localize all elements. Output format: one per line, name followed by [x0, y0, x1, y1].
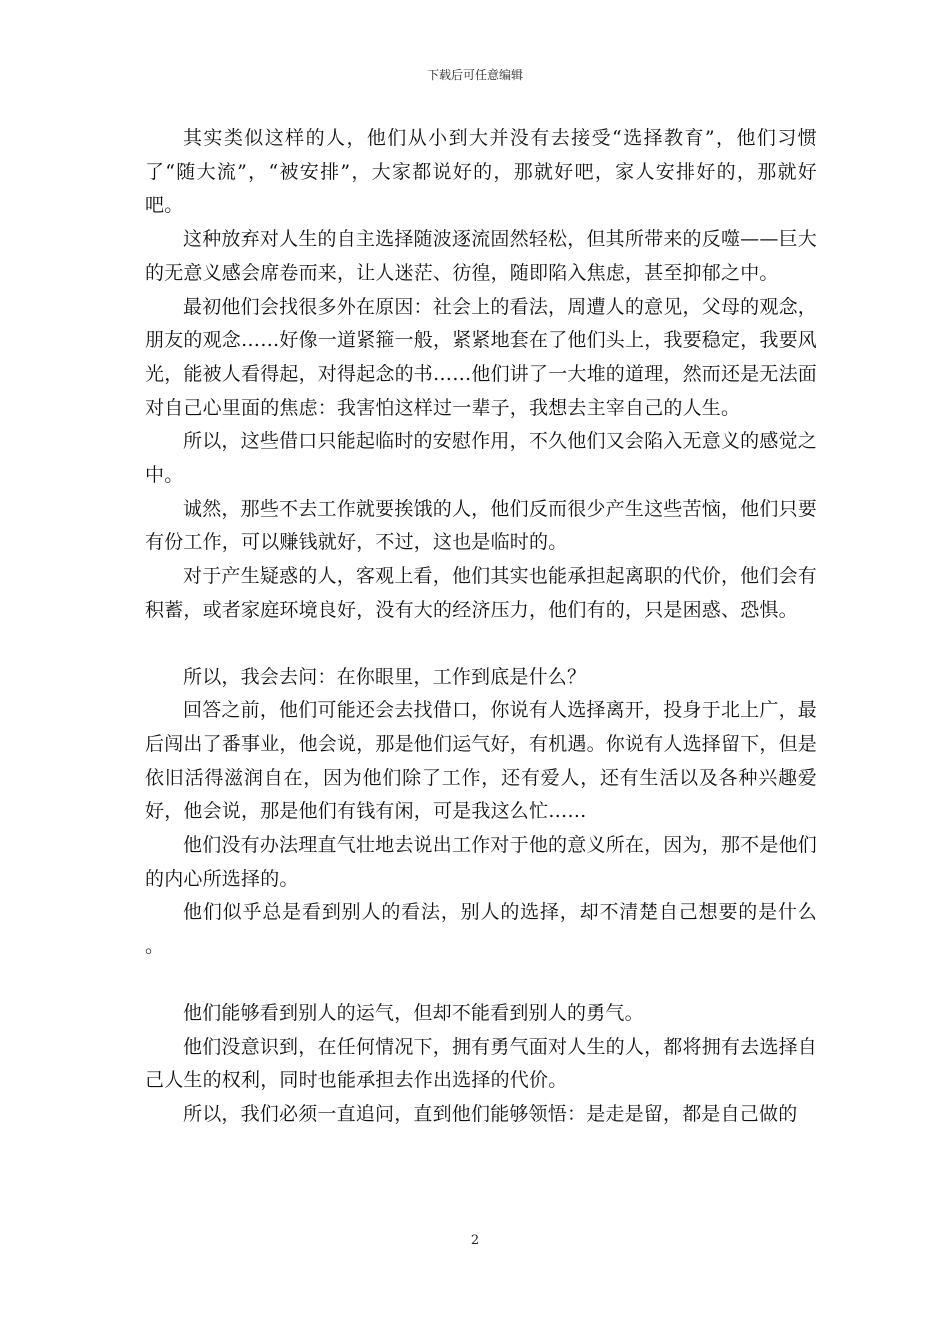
paragraph: 最初他们会找很多外在原因：社会上的看法，周遭人的意见，父母的观念，朋友的观念……好像一道紧箍一般，紧紧地套在了他们头上，我要稳定，我要风光，能被人看得起，对得起念的书……他们讲了一大堆的道理，然而还是无法面对自己心里面的焦虑：我害怕这样过一辈子，我想去主宰自己的人生。 [145, 295, 818, 419]
paragraph: 对于产生疑惑的人，客观上看，他们其实也能承担起离职的代价，他们会有积蓄，或者家庭环境良好，没有大的经济压力，他们有的，只是困惑、恐惧。 [145, 565, 817, 621]
paragraph: 诚然，那些不去工作就要挨饿的人，他们反而很少产生这些苦恼，他们只要有份工作，可以赚钱就好，不过，这也是临时的。 [145, 497, 817, 554]
paragraph: 所以，我们必须一直追问，直到他们能够领悟：是走是留，都是自己做的 [183, 1102, 798, 1125]
paragraph: 回答之前，他们可能还会去找借口，你说有人选择离开，投身于北上广，最后闯出了番事业，他会说，那是他们运气好，有机遇。你说有人选择留下，但是依旧活得滋润自在，因为他们除了工作，还有爱人，还有生活以及各种兴趣爱好，他会说，那是他们有钱有闲，可是我这么忙…… [145, 699, 818, 823]
paragraph: 这种放弃对人生的自主选择随波逐流固然轻松，但其所带来的反噬——巨大的无意义感会席卷而来，让人迷茫、彷徨，随即陷入焦虑，甚至抑郁之中。 [145, 228, 817, 284]
paragraph: 所以，我会去问：在你眼里，工作到底是什么？ [183, 665, 587, 688]
paragraph-spacer [145, 628, 817, 661]
page-header: 下载后可任意编辑 [426, 68, 523, 82]
paragraph: 所以，这些借口只能起临时的安慰作用，不久他们又会陷入无意义的感觉之中。 [145, 430, 817, 487]
paragraph: 其实类似这样的人，他们从小到大并没有去接受“选择教育”，他们习惯了“随大流”，“被安排”，大家都说好的，那就好吧，家人安排好的，那就好吧。 [145, 127, 817, 217]
paragraph: 他们没意识到，在任何情况下，拥有勇气面对人生的人，都将拥有去选择自己人生的权利，同时也能承担去作出选择的代价。 [145, 1035, 817, 1092]
paragraph: 他们似乎总是看到别人的看法，别人的选择，却不清楚自己想要的是什么 。 [145, 901, 817, 958]
page-number: 2 [470, 1233, 480, 1248]
document-body [145, 122, 817, 1132]
paragraph: 他们能够看到别人的运气，但却不能看到别人的勇气。 [183, 1001, 644, 1024]
paragraph: 他们没有办法理直气壮地去说出工作对于他的意义所在，因为，那不是他们的内心所选择的。 [145, 834, 817, 890]
paragraph-spacer [145, 964, 817, 997]
